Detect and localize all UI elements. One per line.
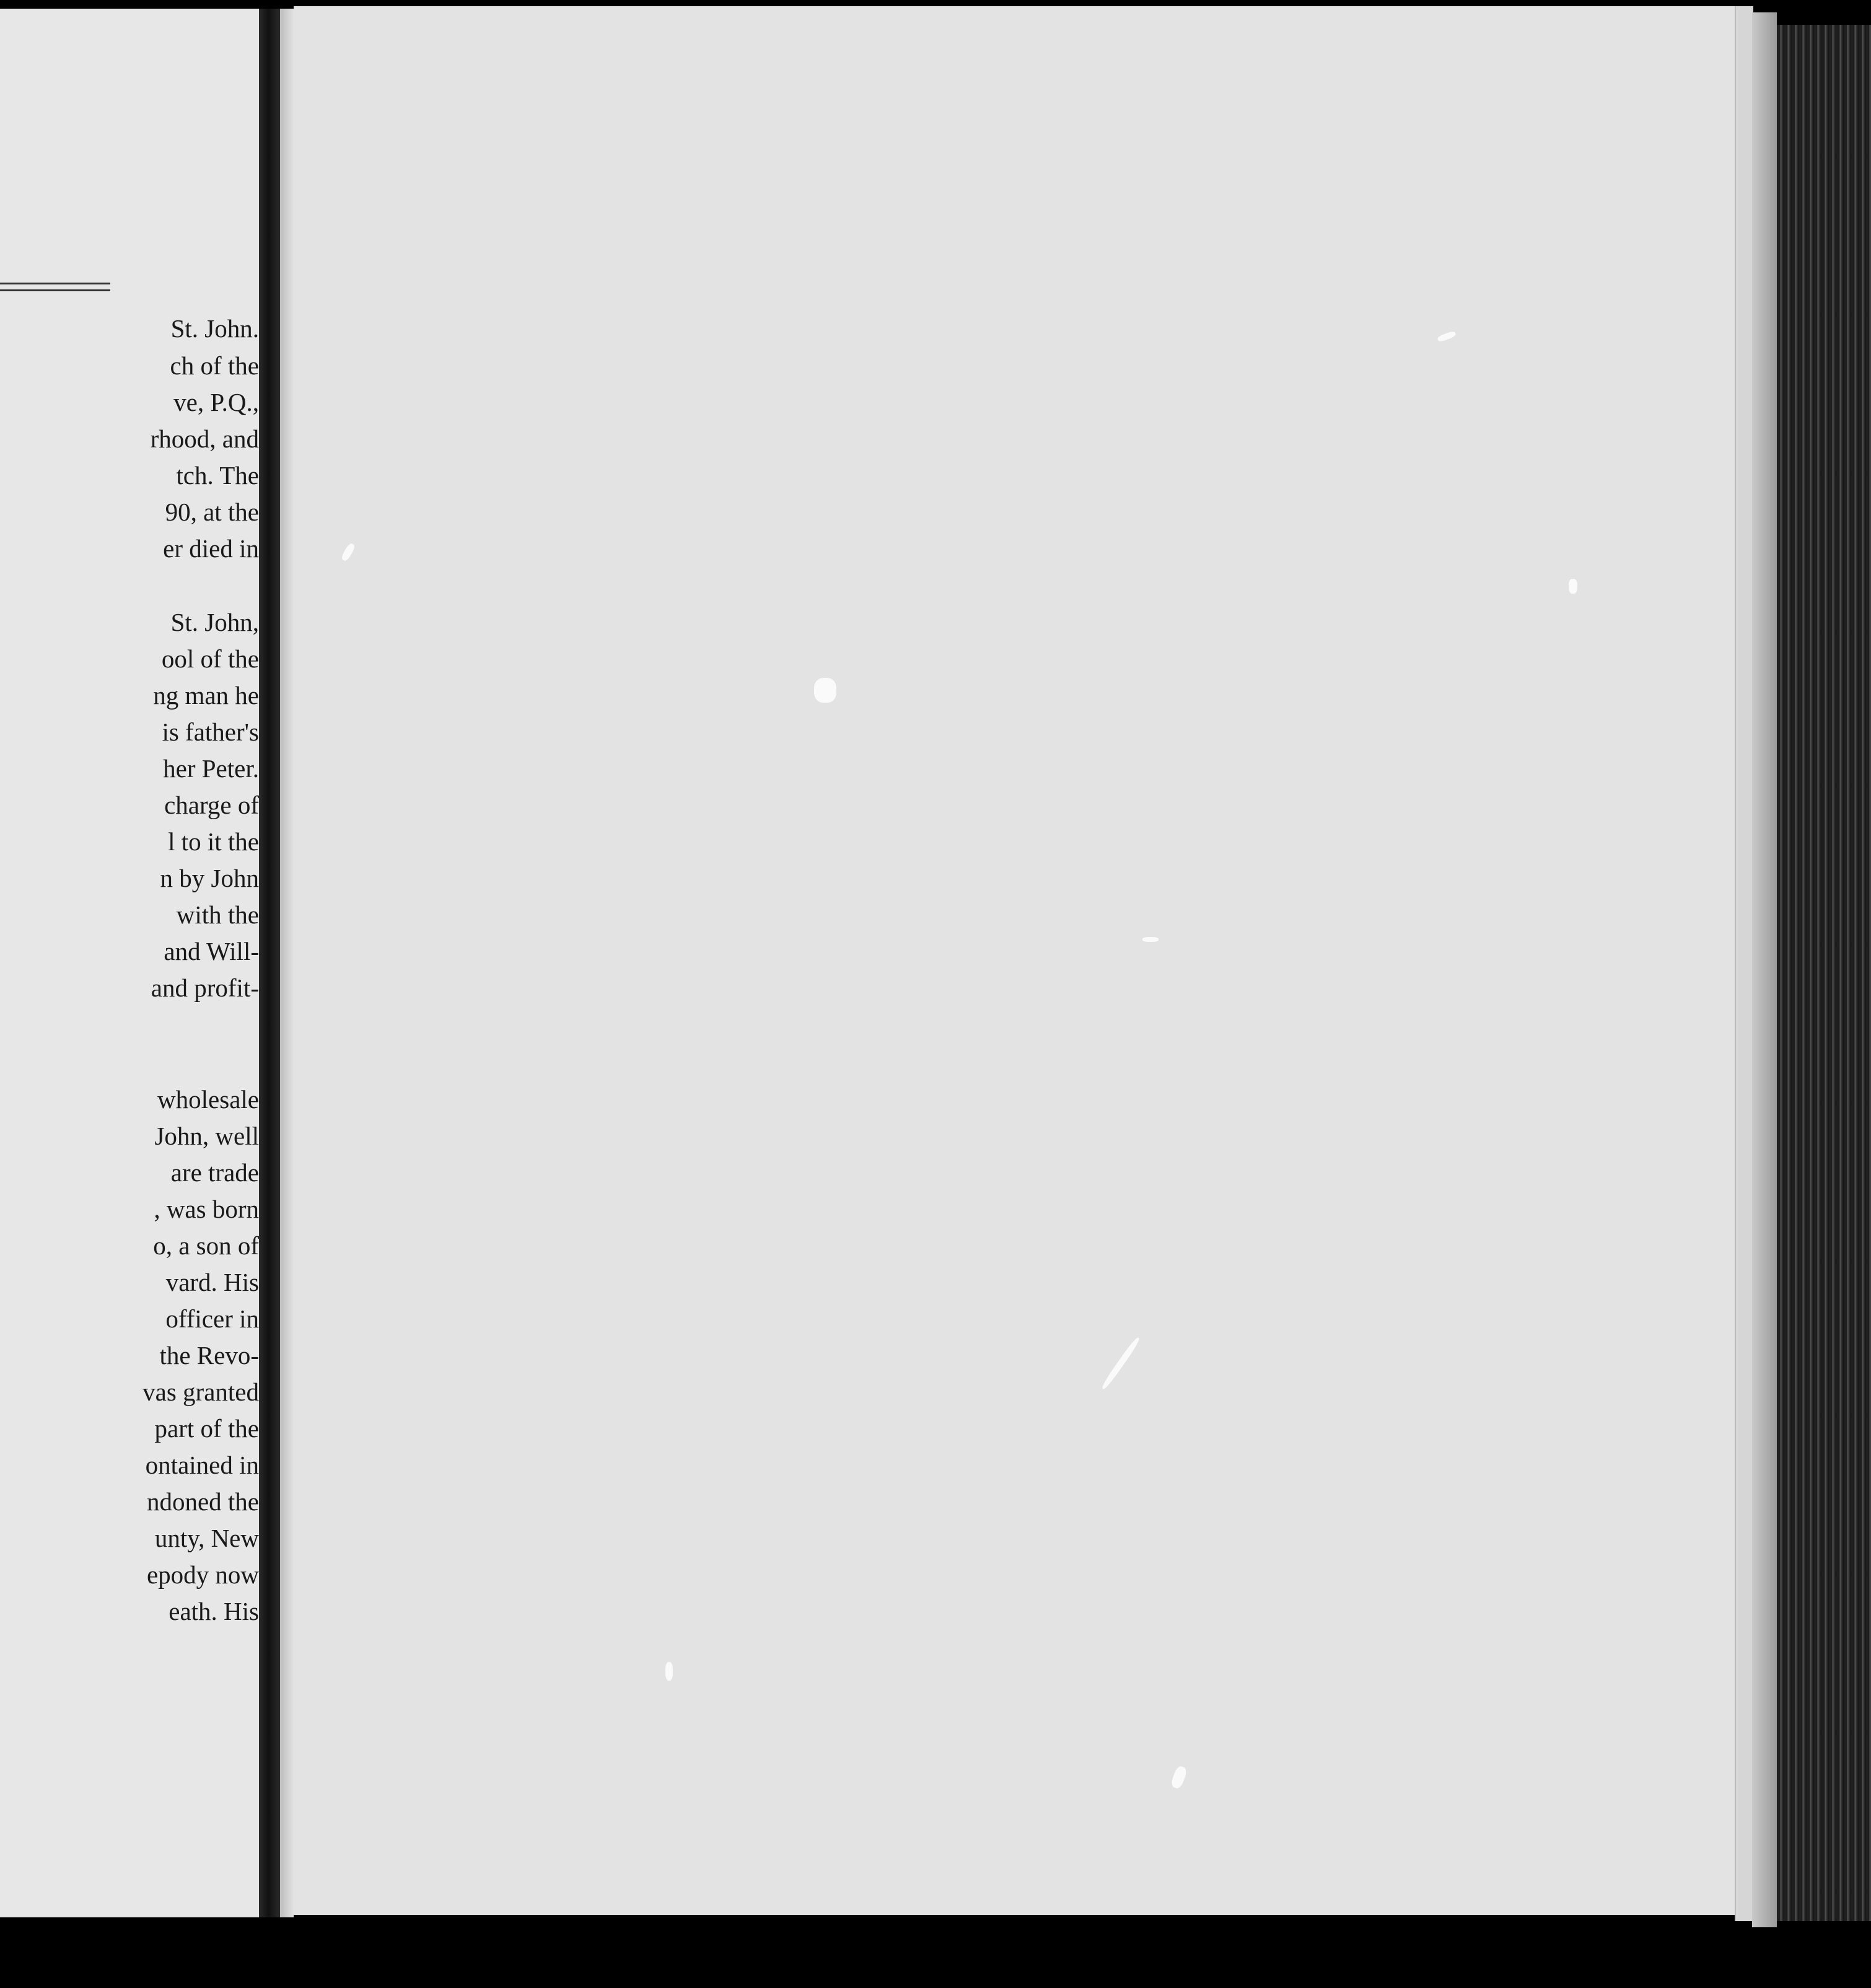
text-line: , was born (154, 1195, 259, 1223)
text-line: l to it the (168, 827, 259, 856)
page-edge-shadow (1752, 12, 1777, 1927)
double-rule (0, 283, 110, 291)
left-page (0, 9, 259, 1917)
book-gutter (259, 9, 280, 1917)
text-line: ng man he (153, 681, 259, 710)
scan-speck (1100, 1336, 1141, 1391)
text-line: officer in (165, 1304, 259, 1333)
text-line: St. John. (170, 314, 259, 343)
text-line: charge of (164, 791, 259, 819)
text-line: 90, at the (165, 498, 259, 526)
text-line: tch. The (176, 461, 259, 490)
text-line: eath. His (169, 1597, 259, 1625)
text-line: er died in (163, 534, 259, 563)
text-line: rhood, and (150, 424, 259, 453)
text-line: the Revo- (159, 1341, 259, 1370)
text-line: John, well (154, 1122, 259, 1150)
text-line: and profit- (151, 974, 259, 1002)
text-line: unty, New (154, 1524, 259, 1552)
gutter-shadow (280, 9, 294, 1917)
scan-speck (340, 542, 356, 562)
page-edge (1735, 6, 1753, 1921)
text-line: St. John, (170, 608, 259, 636)
text-line: o, a son of (153, 1231, 259, 1260)
book-page-stack-edges (1777, 25, 1871, 1921)
text-line: ndoned the (146, 1487, 259, 1516)
text-line: her Peter. (163, 754, 259, 783)
text-line: ch of the (170, 351, 259, 380)
text-line: vas granted (142, 1378, 259, 1406)
text-line: are trade (170, 1158, 259, 1187)
text-line: with the (176, 900, 259, 929)
text-line: is father's (162, 718, 259, 746)
scan-speck (665, 1662, 673, 1681)
text-line: ool of the (161, 644, 259, 673)
text-line: epody now (146, 1560, 259, 1589)
scan-speck (1142, 937, 1159, 942)
text-line: ve, P.Q., (173, 388, 259, 416)
scan-speck (814, 678, 836, 703)
text-line: wholesale (157, 1085, 259, 1114)
text-line: ontained in (145, 1451, 259, 1479)
scan-speck (1170, 1765, 1188, 1790)
scan-speck (1569, 579, 1577, 594)
text-line: part of the (154, 1414, 259, 1443)
text-line: and Will- (164, 937, 259, 965)
right-page-blank (294, 6, 1743, 1915)
text-line: vard. His (165, 1268, 259, 1296)
scan-speck (1437, 330, 1457, 343)
text-line: n by John (160, 864, 259, 892)
